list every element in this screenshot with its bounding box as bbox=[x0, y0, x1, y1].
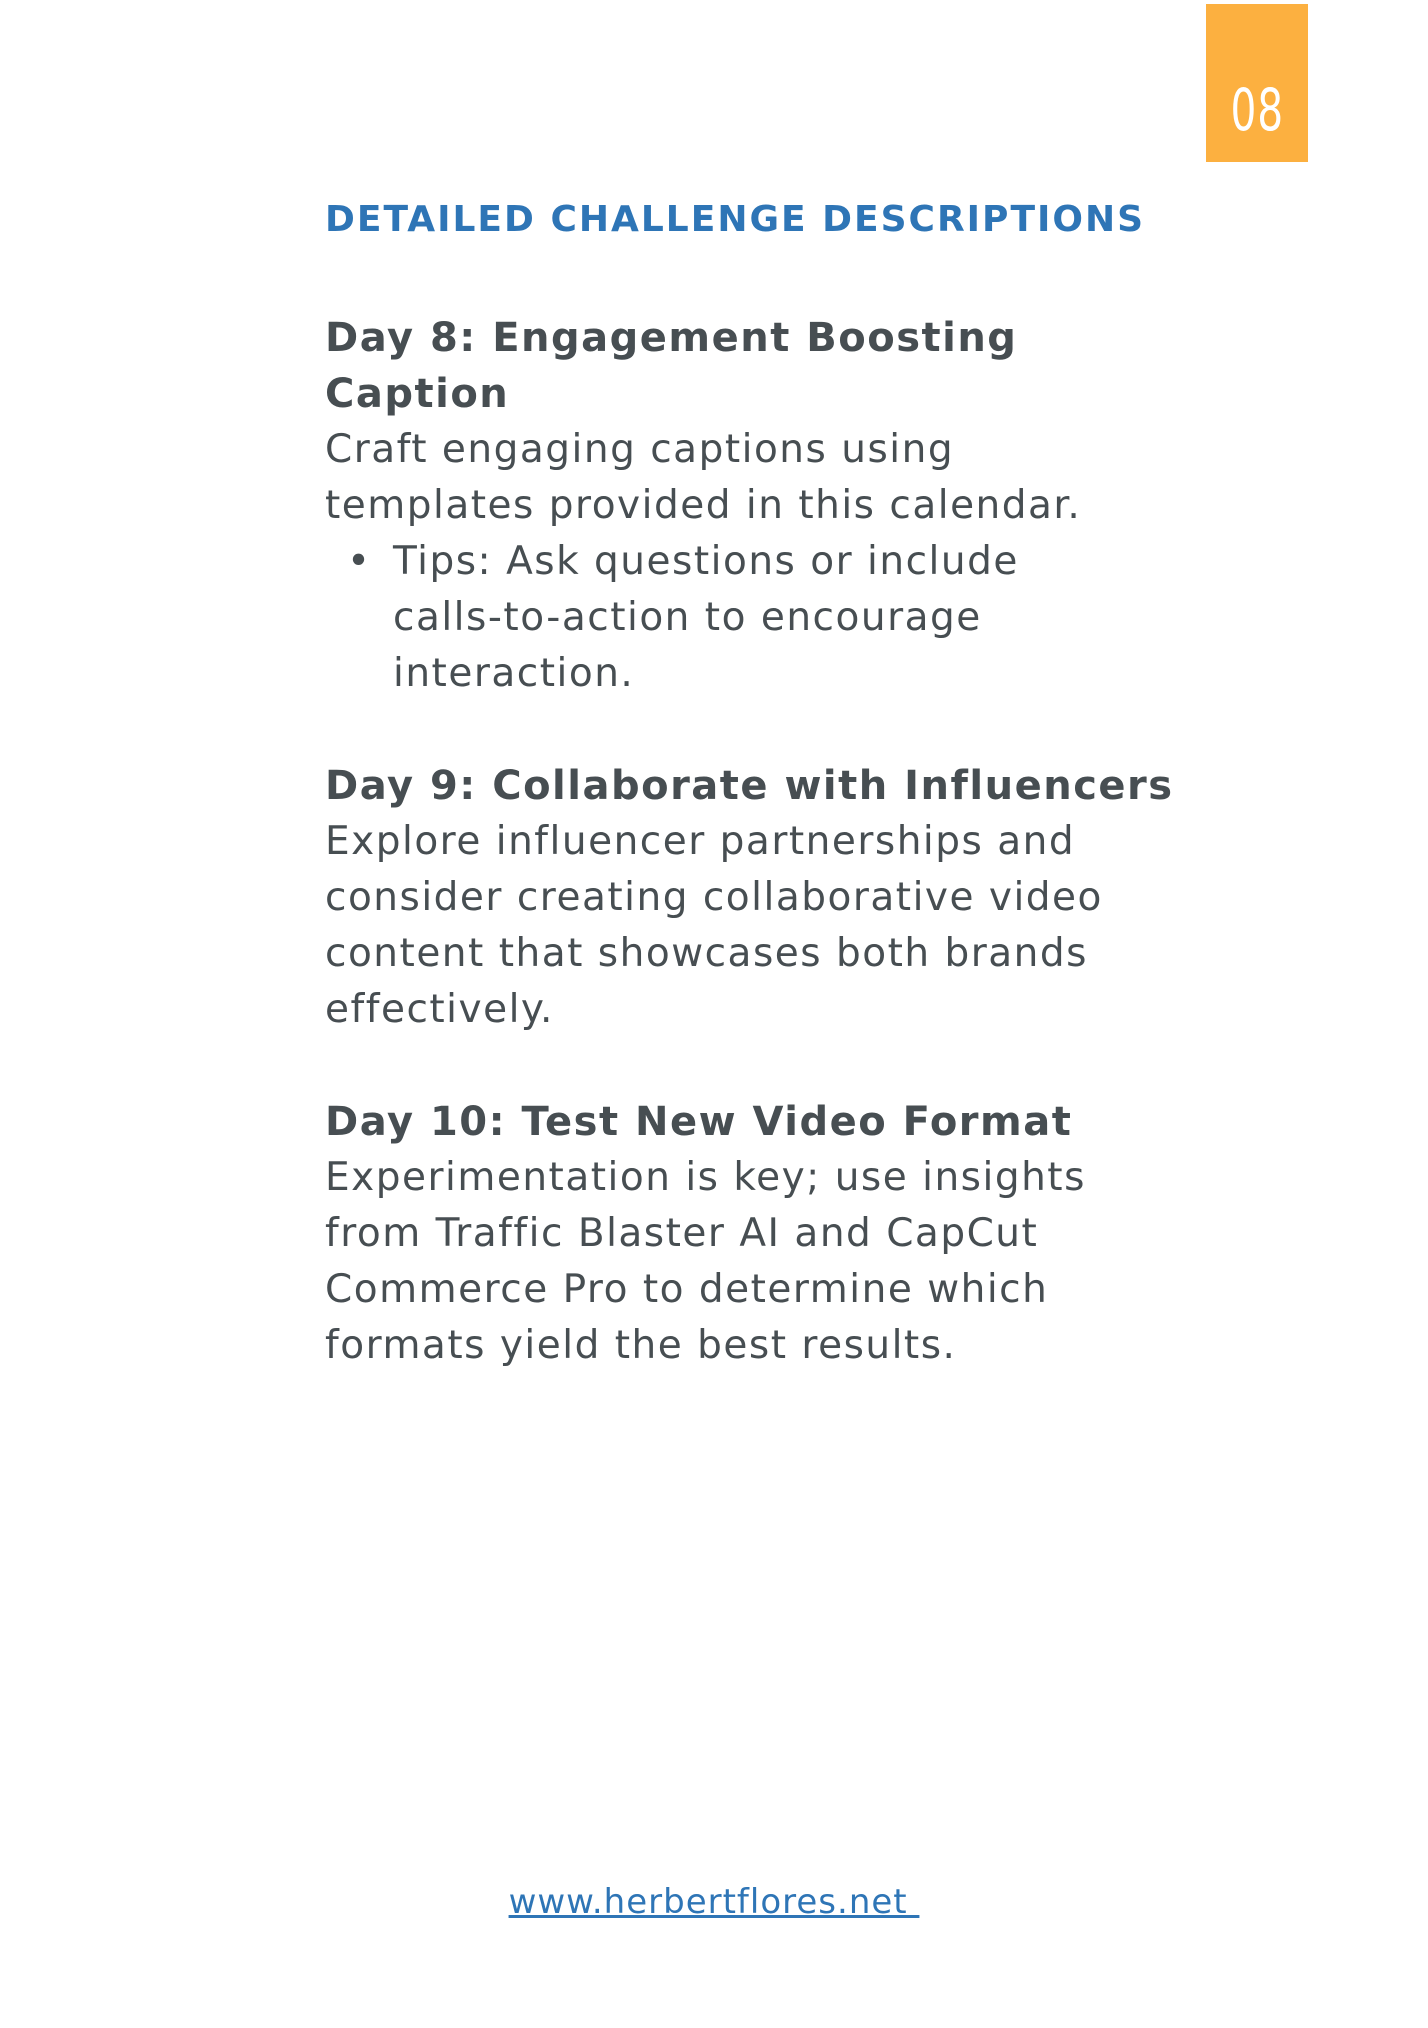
main-content bbox=[325, 196, 1205, 1374]
tips-list bbox=[325, 534, 1145, 702]
page-number: 08 bbox=[1230, 76, 1284, 144]
page-number-badge bbox=[1206, 4, 1308, 162]
challenge-day-8 bbox=[325, 310, 1145, 702]
website-link[interactable]: www.herbertflores.net bbox=[508, 1882, 920, 1922]
challenge-title: Day 9: Collaborate with Influencers bbox=[325, 763, 1174, 809]
challenge-text: Craft engaging captions using templates provided in this calendar. bbox=[325, 427, 1082, 528]
challenge-day-10 bbox=[325, 1094, 1145, 1374]
section-heading: DETAILED CHALLENGE DESCRIPTIONS bbox=[325, 199, 1146, 240]
challenge-title: Day 8: Engagement Boosting Caption bbox=[325, 315, 1018, 417]
challenge-text: Explore influencer partnerships and consider creating collaborative video content that showcases both brands effectively. bbox=[325, 819, 1103, 1032]
challenge-text: Experimentation is key; use insights from Traffic Blaster AI and CapCut Commerce Pro to determine which formats yield the best results. bbox=[325, 1155, 1086, 1368]
challenge-title: Day 10: Test New Video Format bbox=[325, 1099, 1073, 1145]
challenge-day-9 bbox=[325, 758, 1174, 1038]
list-item: • Tips: Ask questions or include calls-to-action to encourage interaction. bbox=[393, 534, 1133, 702]
